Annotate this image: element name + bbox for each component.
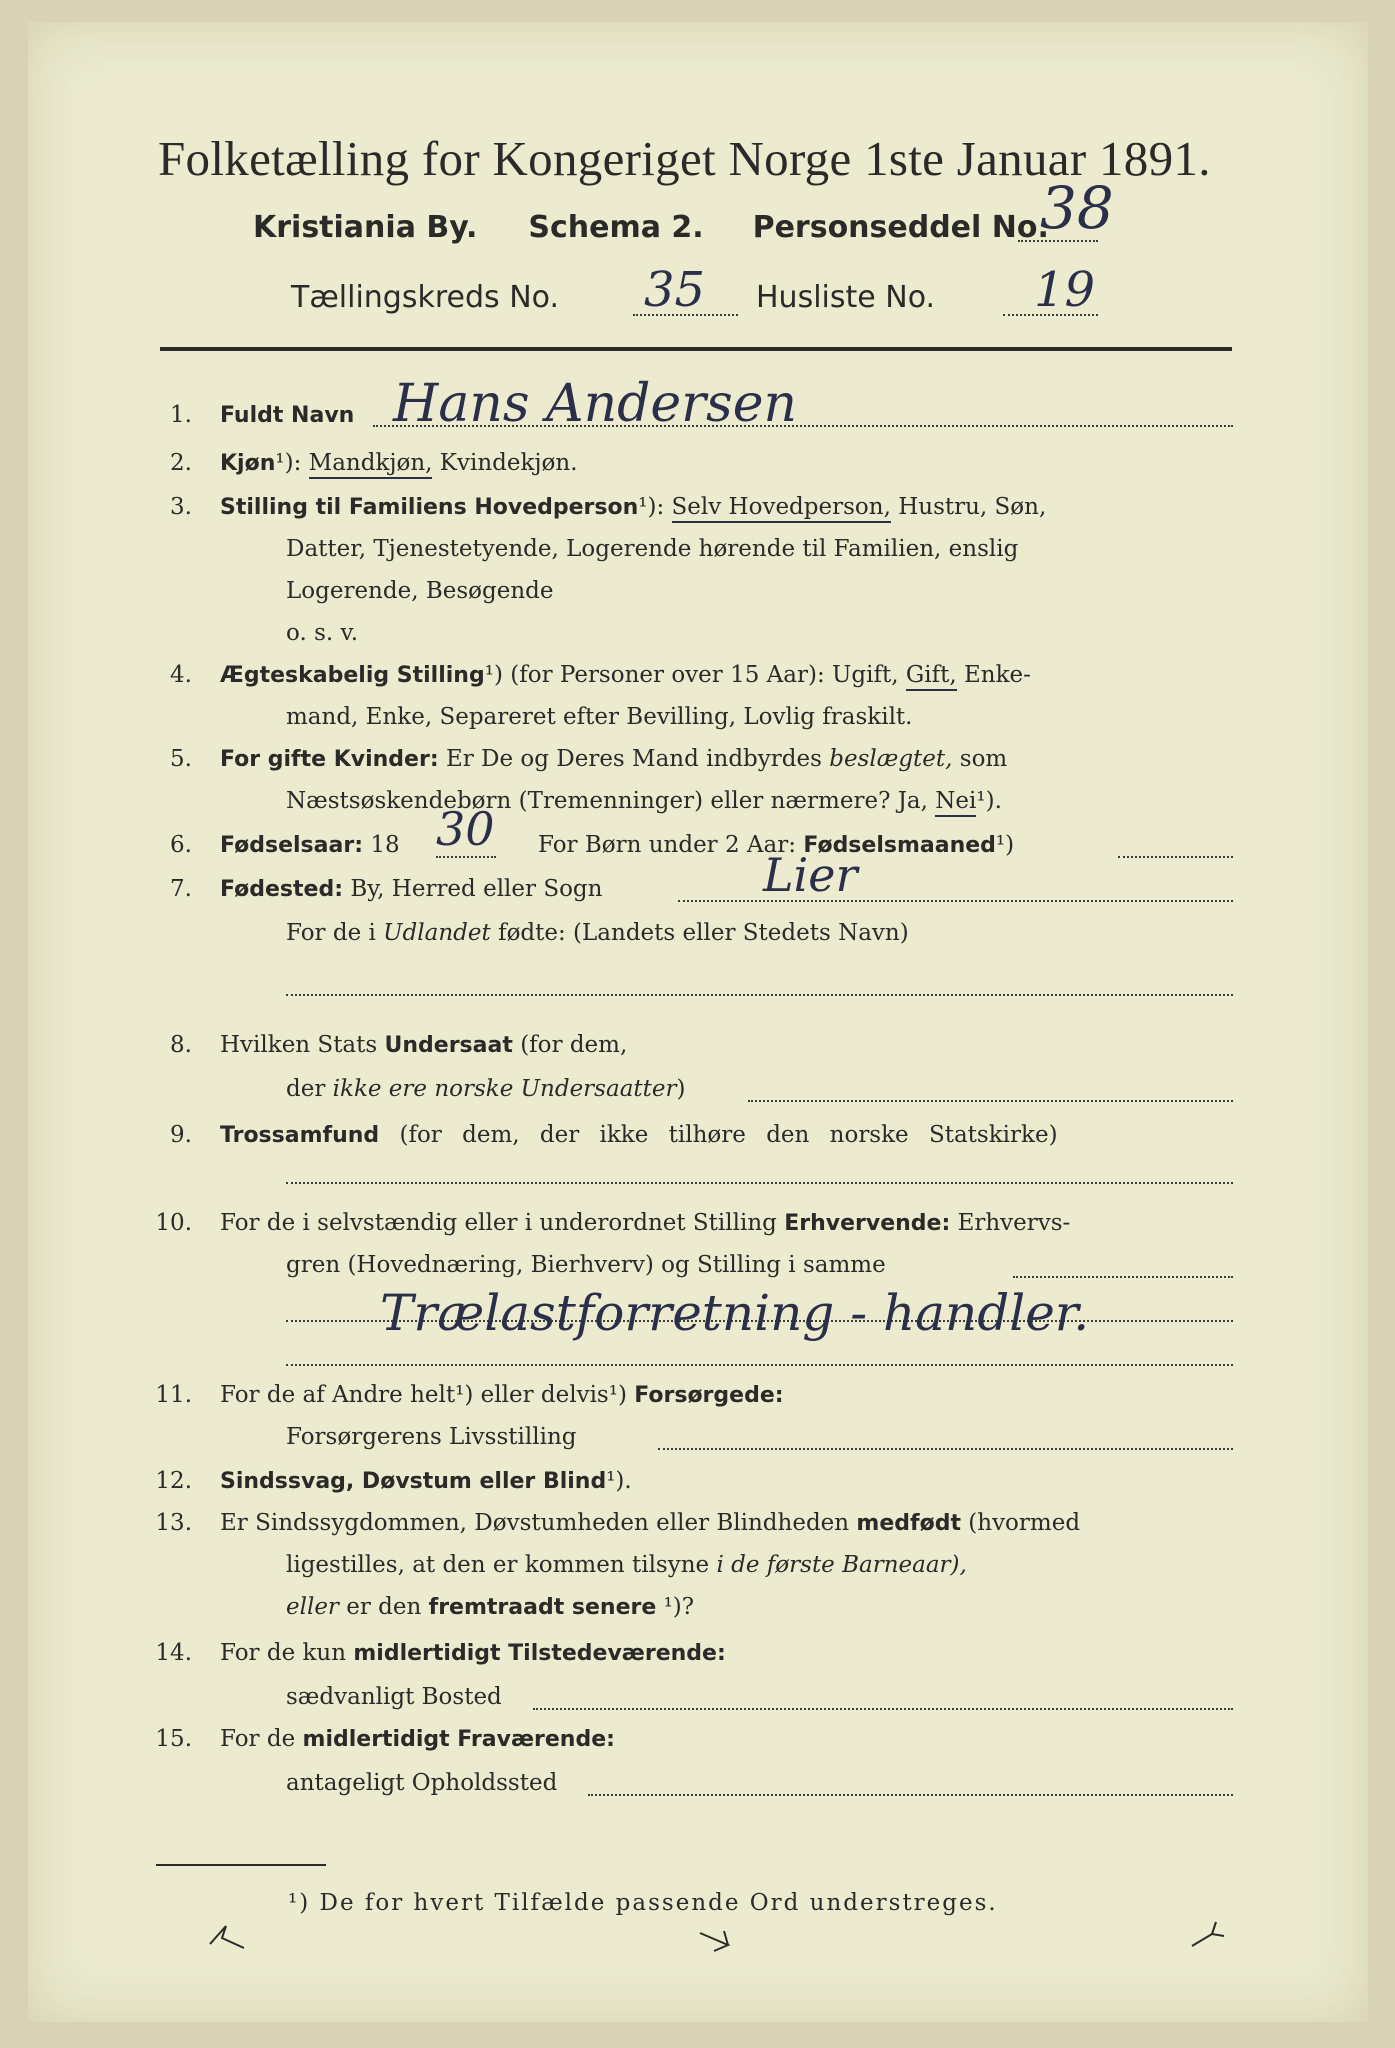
q11-number: 11. [155, 1382, 192, 1408]
q14-dots [533, 1708, 1233, 1710]
q5-line-1 [220, 738, 1007, 781]
q7-line-1 [220, 868, 602, 911]
q2-option-selected: Mandkjøn, [309, 450, 433, 479]
q7-label: Fødested: [220, 877, 343, 902]
q4-number: 4. [170, 662, 192, 688]
q7-text: By, Herred eller Sogn [350, 876, 603, 902]
q7-line-2-b: fødte: (Landets eller Stedets Navn) [498, 920, 909, 946]
q7-number: 7. [170, 876, 192, 902]
q13-line-3-a: er den [346, 1594, 422, 1620]
q6-sup: ¹) [995, 832, 1015, 858]
q9-line-1 [220, 1114, 1058, 1157]
q11-sup: ¹) [455, 1382, 474, 1408]
footnote-divider [156, 1864, 326, 1866]
q10-text-2: Erhvervs- [957, 1210, 1071, 1236]
q6-answer: 30 [436, 802, 495, 856]
q5-line-2-text: Næstsøskendebørn (Tremenninger) eller nærmere? Ja, [286, 788, 928, 814]
q5-option-selected: Nei [935, 788, 976, 817]
q10-line-1 [220, 1202, 1070, 1245]
q3-label: Stilling til Familiens Hovedperson [220, 495, 639, 520]
husliste-number: 19 [1034, 262, 1096, 318]
q10-answer: Trælastforretning - handler. [380, 1284, 1090, 1342]
q11-line-1 [220, 1374, 784, 1417]
q10-number: 10. [155, 1210, 192, 1236]
q8-number: 8. [170, 1032, 192, 1058]
q5-label: For gifte Kvinder: [220, 747, 439, 772]
arrow-mark-left [208, 1922, 248, 1952]
q11-text-2: eller delvis [480, 1382, 609, 1408]
q14-number: 14. [155, 1640, 192, 1666]
q6-year-dots [436, 856, 496, 858]
q7-dots [678, 900, 1233, 902]
q8-line-2-b: ) [676, 1076, 686, 1102]
q1-label: Fuldt Navn [220, 403, 355, 428]
q13-line-3-b: ¹)? [663, 1594, 695, 1620]
q7-line-2-italic: Udlandet [383, 920, 491, 946]
q4-text-2: Enke- [963, 662, 1031, 688]
q12-number: 12. [155, 1468, 192, 1494]
q6-prefix: 18 [370, 832, 400, 858]
q1-dots [373, 425, 1233, 427]
q11-sup-2: ¹) [608, 1382, 627, 1408]
q5-number: 5. [170, 746, 192, 772]
q13-line-2-italic: i de første Barneaar), [716, 1552, 967, 1578]
q4-option-selected: Gift, [906, 662, 957, 691]
q2-label: Kjøn [220, 451, 276, 476]
q11-label: Forsørgede: [634, 1383, 784, 1408]
q9-dots [286, 1182, 1233, 1184]
q13-number: 13. [155, 1510, 192, 1536]
q12-sup: ¹). [606, 1468, 632, 1494]
q10-line-2: gren (Hovednæring, Bierhverv) og Stilling i samme [286, 1252, 886, 1278]
q4-line-2: mand, Enke, Separeret efter Bevilling, Lovlig fraskilt. [286, 704, 913, 730]
q8-line-1 [220, 1024, 627, 1067]
q8-text-2: (for dem, [520, 1032, 628, 1058]
q15-line-2: antageligt Opholdssted [286, 1770, 558, 1796]
q5-text-2: som [959, 746, 1008, 772]
q6-month-dots [1118, 856, 1233, 858]
q6-number: 6. [170, 832, 192, 858]
q6-label: Fødselsaar: [220, 833, 363, 858]
q3-line-3: Logerende, Besøgende [286, 578, 554, 604]
q11-line-2: Forsørgerens Livsstilling [286, 1424, 577, 1450]
arrow-mark-center [698, 1927, 738, 1957]
q3-sup: ¹): [638, 494, 665, 520]
q3-line-1 [220, 486, 1046, 529]
header-divider [160, 347, 1232, 351]
q14-line-2: sædvanligt Bosted [286, 1684, 502, 1710]
arrow-mark-right [1188, 1920, 1228, 1950]
q15-line-1 [220, 1718, 615, 1761]
census-form [28, 22, 1368, 2022]
q8-line-2-a: der [286, 1076, 326, 1102]
q12-label: Sindssvag, Døvstum eller Blind [220, 1469, 607, 1494]
q4-text-1: (for Personer over 15 Aar): Ugift, [510, 662, 899, 688]
personseddel-number: 38 [1040, 174, 1114, 242]
q10-text-1: For de i selvstændig eller i underordnet Stilling [220, 1210, 777, 1236]
q14-text-1: For de kun [220, 1640, 347, 1666]
city-label: Kristiania By. [253, 210, 478, 245]
q4-line-1 [220, 654, 1031, 697]
kreds-number: 35 [644, 262, 706, 318]
q6-row [220, 824, 400, 867]
q8-line-2 [286, 1068, 685, 1110]
q7-line-2 [286, 912, 909, 954]
q6-label-2: Fødselsmaaned [803, 833, 996, 858]
q2-sup: ¹): [275, 450, 302, 476]
schema-label: Schema 2. [528, 210, 704, 245]
q9-label: Trossamfund [220, 1123, 380, 1148]
q15-dots [588, 1794, 1233, 1796]
husliste-label: Husliste No. [756, 280, 936, 315]
q15-text-1: For de [220, 1726, 296, 1752]
personseddel-dots [1018, 240, 1098, 242]
husliste-dots [1003, 314, 1098, 316]
q1-answer: Hans Andersen [393, 374, 797, 434]
kreds-label: Tællingskreds No. [291, 280, 559, 315]
kreds-dots [633, 314, 738, 316]
q5-italic: beslægtet, [829, 746, 953, 772]
q13-line-2-a: ligestilles, at den er kommen tilsyne [286, 1552, 710, 1578]
personseddel-label: Personseddel No. [752, 210, 1049, 245]
q6-text: For Børn under 2 Aar: [538, 832, 796, 858]
q11-text-1: For de af Andre helt [220, 1382, 456, 1408]
q8-dots [748, 1100, 1233, 1102]
q10-label: Erhvervende: [784, 1211, 951, 1236]
q13-line-3 [286, 1586, 694, 1629]
q3-line-2: Datter, Tjenestetyende, Logerende hørende til Familien, enslig [286, 536, 1019, 562]
form-title: Folketælling for Kongeriget Norge 1ste Januar 1891. [158, 131, 1211, 186]
footnote: ¹) De for hvert Tilfælde passende Ord understreges. [288, 1890, 998, 1916]
q10-dots-3 [286, 1364, 1233, 1366]
q10-dots-1 [1013, 1276, 1233, 1278]
header-line-2 [253, 210, 1049, 245]
q14-line-1 [220, 1632, 726, 1675]
q5-line-2 [286, 780, 1002, 822]
q15-label: midlertidigt Fraværende: [302, 1727, 615, 1752]
q13-label: medfødt [856, 1511, 961, 1536]
q13-line-3-italic: eller [286, 1594, 339, 1620]
q1-number: 1. [170, 402, 192, 428]
q12-line-1 [220, 1460, 632, 1503]
q8-text-1: Hvilken Stats [220, 1032, 378, 1058]
q15-number: 15. [155, 1726, 192, 1752]
q8-label: Undersaat [384, 1033, 513, 1058]
q1-row [220, 394, 354, 437]
q5-line-2-end: ¹). [976, 788, 1002, 814]
q8-line-2-italic: ikke ere norske Undersaatter [332, 1076, 677, 1102]
q7-line-2-a: For de i [286, 920, 376, 946]
q2-row [220, 442, 578, 485]
q3-line-4: o. s. v. [286, 620, 359, 646]
q13-line-1 [220, 1502, 1080, 1545]
q5-text-1: Er De og Deres Mand indbyrdes [445, 746, 822, 772]
q4-sup: ¹) [484, 662, 503, 688]
q2-number: 2. [170, 450, 192, 476]
q7-foreign-dots [286, 994, 1233, 996]
q7-answer: Lier [763, 848, 858, 902]
q9-number: 9. [170, 1122, 192, 1148]
q13-text-2: (hvormed [968, 1510, 1081, 1536]
q14-label: midlertidigt Tilstedeværende: [353, 1641, 726, 1666]
q11-dots [658, 1448, 1233, 1450]
q9-text: (for dem, der ikke tilhøre den norske Statskirke) [399, 1122, 1058, 1148]
q3-options-rest: Hustru, Søn, [898, 494, 1047, 520]
q3-number: 3. [170, 494, 192, 520]
q4-label: Ægteskabelig Stilling [220, 663, 485, 688]
q13-line-2 [286, 1544, 967, 1586]
q13-text-1: Er Sindssygdommen, Døvstumheden eller Blindheden [220, 1510, 850, 1536]
q2-option-2: Kvindekjøn. [439, 450, 578, 476]
q13-label-2: fremtraadt senere [428, 1595, 657, 1620]
q3-option-selected: Selv Hovedperson, [672, 494, 891, 523]
